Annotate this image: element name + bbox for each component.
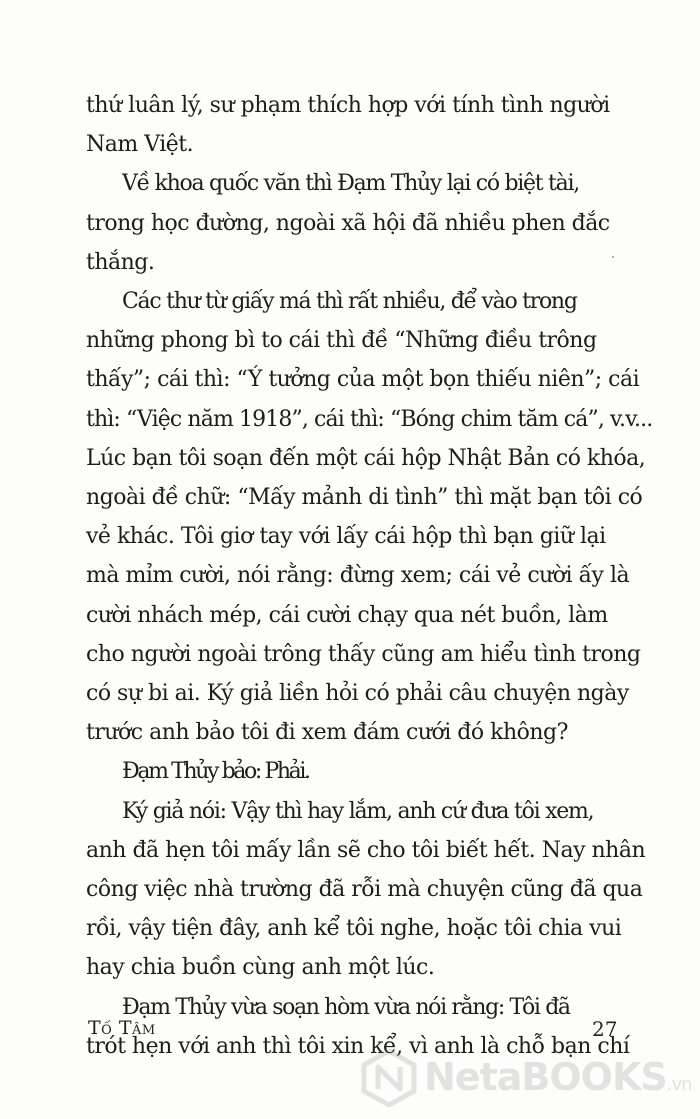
text-line: Các thư từ giấy má thì rất nhiều, để vào trong <box>122 289 577 315</box>
text-line: rồi, vậy tiện đây, anh kể tôi nghe, hoặc tôi chia vui <box>86 916 622 942</box>
text-line: Về khoa quốc văn thì Đạm Thủy lại có biệt tài, <box>122 171 579 197</box>
text-line: thì: “Việc năm 1918”, cái thì: “Bóng chim tăm cá”, v.v... <box>86 406 653 432</box>
watermark-suffix: .vn <box>666 1074 692 1095</box>
text-line: cho người ngoài trông thấy cũng am hiểu tình trong <box>86 641 641 667</box>
body-text <box>86 86 652 1066</box>
paragraph <box>86 164 652 282</box>
netabooks-logo-icon <box>360 1049 418 1107</box>
text-line: có sự bi ai. Ký giả liền hỏi có phải câu chuyện ngày <box>86 681 629 707</box>
text-line: thứ luân lý, sư phạm thích hợp với tính tình người <box>86 93 610 118</box>
text-line: vẻ khác. Tôi giơ tay với lấy cái hộp thì bạn giữ lại <box>86 524 606 550</box>
text-line: những phong bì to cái thì đề “Những điều trông <box>86 328 597 354</box>
text-line: ngoài đề chữ: “Mấy mảnh di tình” thì mặt bạn tôi có <box>86 485 643 511</box>
text-line: Nam Việt. <box>86 132 194 158</box>
paper-speck <box>612 256 614 258</box>
text-line: trong học đường, ngoài xã hội đã nhiều phen đắc <box>86 210 610 236</box>
watermark-text <box>424 1055 692 1099</box>
text-line: Đạm Thủy vừa soạn hòm vừa nói rằng: Tôi đã <box>122 994 570 1020</box>
paragraph <box>86 86 652 164</box>
text-line: Lúc bạn tôi soạn đến một cái hộp Nhật Bản có khóa, <box>86 445 646 471</box>
paragraph <box>86 282 652 752</box>
text-line: anh đã hẹn tôi mấy lần sẽ cho tôi biết hết. Nay nhân <box>86 837 646 863</box>
text-line: trước anh bảo tôi đi xem đám cưới đó không? <box>86 720 568 746</box>
text-line: mà mỉm cười, nói rằng: đừng xem; cái vẻ cười ấy là <box>86 563 630 589</box>
text-line: hay chia buồn cùng anh một lúc. <box>86 955 435 981</box>
paragraph <box>86 792 652 988</box>
paragraph <box>86 752 652 791</box>
netabooks-watermark <box>360 1045 700 1109</box>
text-line: cười nhách mép, cái cười chạy qua nét buồn, làm <box>86 602 608 628</box>
text-line: Đạm Thủy bảo: Phải. <box>122 759 309 785</box>
text-line: thắng. <box>86 249 155 275</box>
text-line: Ký giả nói: Vậy thì hay lắm, anh cứ đưa tôi xem, <box>122 798 594 824</box>
watermark-brand: NetaBOOKS <box>424 1055 667 1099</box>
running-footer-title: Tố Tâm <box>88 1017 156 1039</box>
text-line: trót hẹn với anh thì tôi xin kể, vì anh là chỗ bạn chí <box>86 1033 630 1059</box>
text-line: công việc nhà trường đã rỗi mà chuyện cũng đã qua <box>86 877 643 903</box>
page-number: 27 <box>592 1017 618 1041</box>
text-line: thấy”; cái thì: “Ý tưởng của một bọn thiếu niên”; cái <box>86 367 640 393</box>
